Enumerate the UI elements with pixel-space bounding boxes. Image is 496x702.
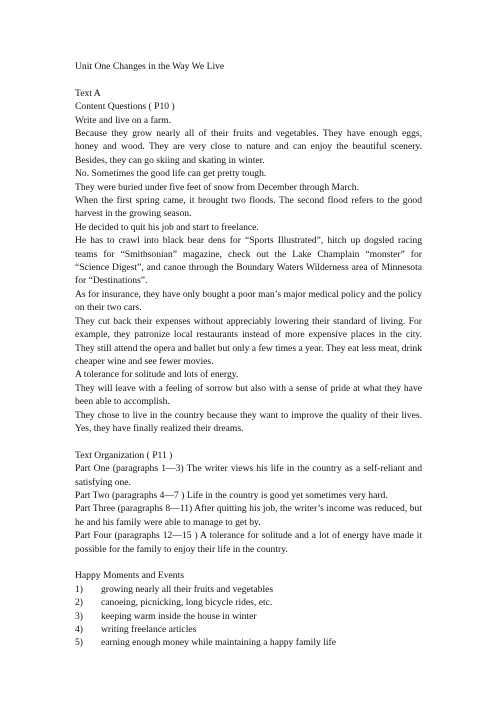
list-item-number: 5) [75, 637, 83, 649]
list-item-text: canoeing, picnicking, long bicycle rides, etc. [101, 597, 273, 609]
answer-1: Write and live on a farm. [75, 114, 172, 126]
answer-8: As for insurance, they have only bought a poor man’s major medical policy and the policy on their two cars. [75, 288, 422, 314]
section-gap [75, 435, 422, 448]
answer-3: No. Sometimes the good life can get pretty tough. [75, 168, 267, 180]
answer-2: Because they grow nearly all of their fruits and vegetables. They have enough eggs, honey and wood. They are very close to nature and can enjoy the beautiful scenery. Besides, they can go skiing and skating in winter. [75, 128, 422, 166]
text-organization-heading: Text Organization ( P11 ) [75, 449, 173, 461]
list-item-text: keeping warm inside the house in winter [101, 610, 257, 622]
list-item-number: 2) [75, 597, 83, 609]
list-item-number: 1) [75, 583, 83, 595]
section-gap [75, 556, 422, 569]
organization-part-4: Part Four (paragraphs 12—15 ) A tolerance for solitude and a lot of energy have made it possible for the family to enjoy their life in the country. [75, 530, 422, 555]
answer-9: They cut back their expenses without appreciably lowering their standard of living. For example, they patronize local restaurants instead of more expensive places in the city. They still attend the opera and ballet but only a few times a year. They eat less meat, drink cheaper wine and see fewer movies. [75, 315, 422, 367]
answer-11: They will leave with a feeling of sorrow but also with a sense of pride at what they have been able to accomplish. [75, 382, 422, 408]
happy-moments-heading: Happy Moments and Events [75, 570, 184, 582]
list-item-number: 3) [75, 610, 83, 622]
content-questions-heading: Content Questions ( P10 ) [75, 101, 175, 113]
list-item-text: growing nearly all their fruits and vegetables [101, 583, 274, 595]
answer-7: He has to crawl into black bear dens for “Sports Illustrated”, hitch up dogsled racing teams for “Smithsonian” magazine, check out the Lake Champlain “monster” for “Science Digest”, and canoe through the Boundary Waters Wilderness area of Minnesota for “Destinations”. [75, 235, 422, 287]
list-item [75, 636, 422, 649]
list-item [75, 610, 422, 623]
answer-5: When the first spring came, it brought two floods. The second flood refers to the good harvest in the growing season. [75, 195, 422, 220]
list-item-number: 4) [75, 624, 83, 636]
list-item-text: earning enough money while maintaining a happy family life [101, 637, 336, 649]
organization-part-2: Part Two (paragraphs 4—7 ) Life in the country is good yet sometimes very hard. [75, 489, 388, 501]
list-item [75, 623, 422, 636]
organization-part-1: Part One (paragraphs 1—3) The writer views his life in the country as a self-reliant and satisfying one. [75, 463, 422, 488]
answer-12: They chose to live in the country because they want to improve the quality of their lives. Yes, they have finally realized their dreams. [75, 409, 422, 434]
text-label: Text A [75, 87, 101, 99]
list-item [75, 583, 422, 596]
answer-4: They were buried under five feet of snow from December through March. [75, 181, 359, 193]
answer-10: A tolerance for solitude and lots of energy. [75, 369, 239, 381]
organization-part-3: Part Three (paragraphs 8—11) After quitting his job, the writer’s income was reduced, but he and his family were able to manage to get by. [75, 503, 422, 528]
list-item [75, 596, 422, 609]
list-item-text: writing freelance articles [101, 624, 197, 636]
unit-title: Unit One Changes in the Way We Live [75, 61, 225, 72]
answer-6: He decided to quit his job and start to freelance. [75, 221, 259, 233]
document-body [75, 60, 422, 650]
